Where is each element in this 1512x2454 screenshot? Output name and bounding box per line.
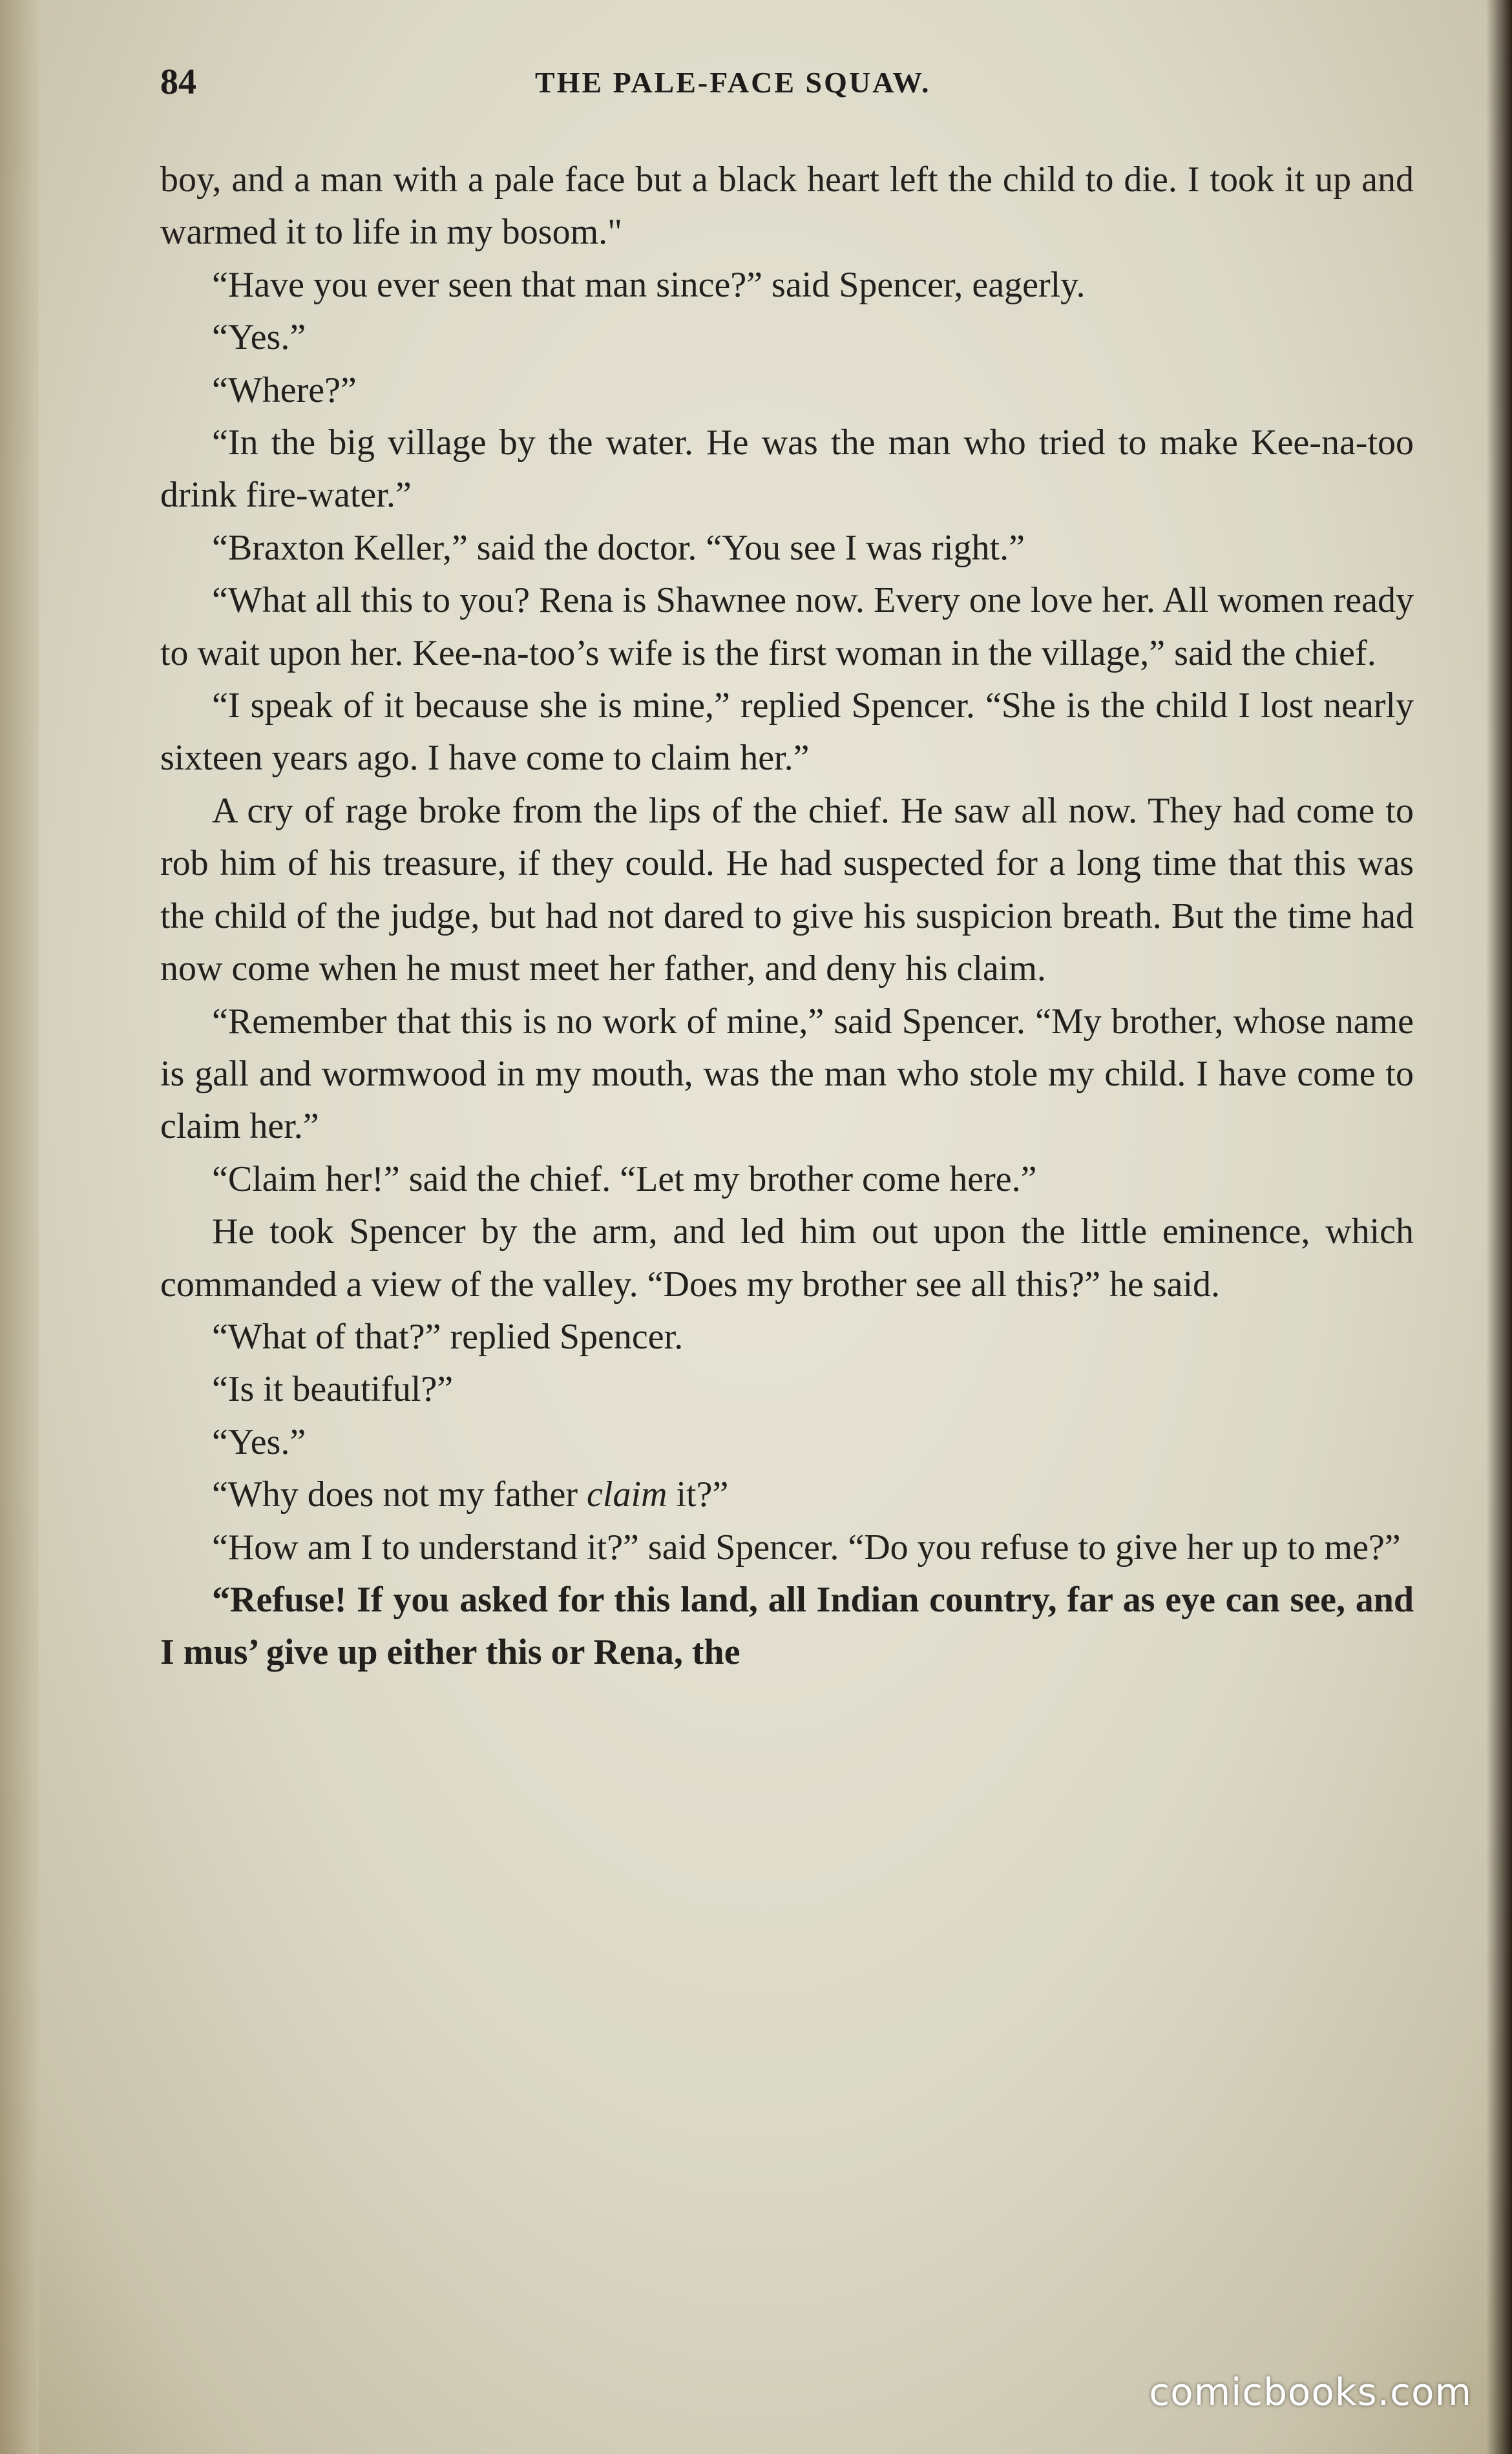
paragraph: “Braxton Keller,” said the doctor. “You see I was right.” bbox=[212, 527, 1025, 568]
paragraph: “How am I to understand it?” said Spencer. “Do you refuse to give her up to me?” bbox=[212, 1527, 1401, 1568]
paragraph: “Yes.” bbox=[212, 1421, 306, 1462]
italic-word: claim bbox=[587, 1474, 667, 1515]
text-span: “Why does not my father bbox=[212, 1474, 587, 1515]
paragraph: “Refuse! If you asked for this land, all Indian country, far as eye can see, and I mus’ give up either this or Rena, the bbox=[160, 1579, 1414, 1673]
paragraph: “Remember that this is no work of mine,” said Spencer. “My brother, whose name is gall and wormwood in my mouth, was the man who stole my child. I have come to claim her.” bbox=[160, 1001, 1414, 1147]
paragraph: “What all this to you? Rena is Shawnee now. Every one love her. All women ready to wait upon her. Kee-na-too’s wife is the first woman in the village,” said the chief. bbox=[160, 580, 1414, 673]
page-header bbox=[160, 59, 1414, 105]
body-text bbox=[160, 154, 1414, 1679]
paragraph: A cry of rage broke from the lips of the chief. He saw all now. They had come to rob him of his treasure, if they could. He had suspected for a long time that this was the child of the judge, but had not dared to give his suspicion breath. But the time had now come when he must meet her father, and deny his claim. bbox=[160, 790, 1414, 989]
paragraph: “Have you ever seen that man since?” said Spencer, eagerly. bbox=[212, 264, 1086, 305]
watermark: comicbooks.com bbox=[1149, 2370, 1472, 2414]
page-number: 84 bbox=[160, 62, 196, 102]
paragraph: “I speak of it because she is mine,” replied Spencer. “She is the child I lost nearly sixteen years ago. I have come to claim her.” bbox=[160, 686, 1414, 779]
paragraph: “Claim her!” said the chief. “Let my brother come here.” bbox=[212, 1159, 1037, 1199]
paragraph: “In the big village by the water. He was the man who tried to make Kee-na-too drink fire-water.” bbox=[160, 423, 1414, 516]
text-span: it?” bbox=[667, 1474, 729, 1515]
paragraph: “What of that?” replied Spencer. bbox=[212, 1316, 684, 1357]
paragraph: “Yes.” bbox=[212, 317, 306, 358]
running-title: THE PALE-FACE SQUAW. bbox=[535, 66, 931, 99]
paragraph: “Where?” bbox=[212, 370, 357, 410]
paragraph: boy, and a man with a pale face but a black heart left the child to die. I took it up and warmed it to life in my bosom." bbox=[160, 160, 1414, 253]
paragraph: He took Spencer by the arm, and led him out upon the little eminence, which commanded a view of the valley. “Does my brother see all this?” he said. bbox=[160, 1211, 1414, 1305]
paragraph: “Is it beautiful?” bbox=[212, 1369, 454, 1410]
paragraph-with-italic bbox=[160, 1469, 1414, 1521]
